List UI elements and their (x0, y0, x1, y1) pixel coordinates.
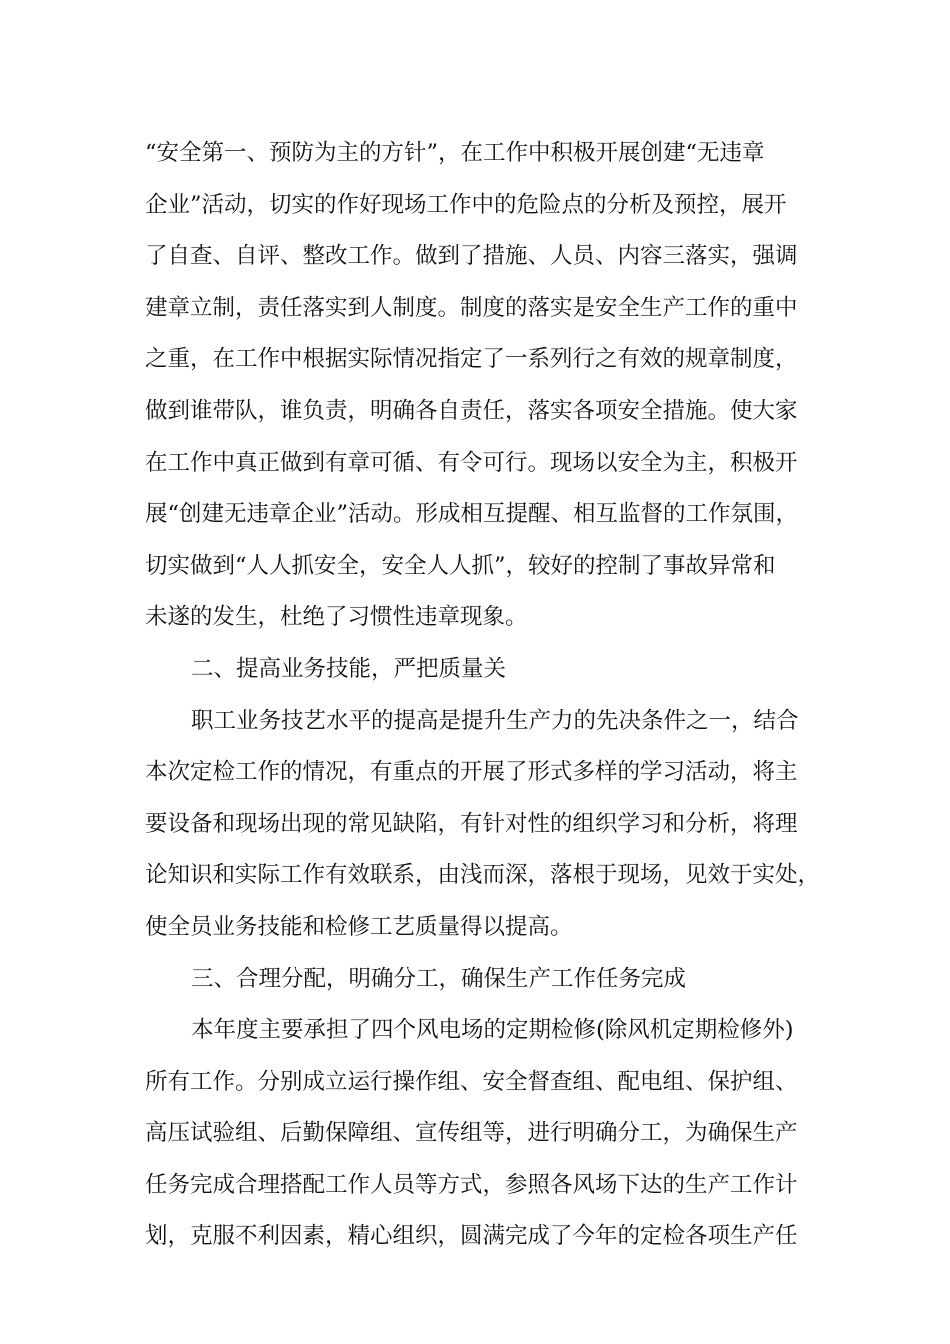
paragraph-line: 任务完成合理搭配工作人员等方式，参照各风场下达的生产工作计 (145, 1171, 798, 1198)
paragraph-line: 论知识和实际工作有效联系，由浅而深，落根于现场，见效于实处， (145, 862, 821, 889)
paragraph-line: 要设备和现场出现的常见缺陷，有针对性的组织学习和分析，将理 (145, 810, 798, 837)
paragraph-line: 所有工作。分别成立运行操作组、安全督查组、配电组、保护组、 (145, 1068, 798, 1095)
section-heading: 二、提高业务技能，严把质量关 (191, 655, 507, 682)
paragraph-line: 本次定检工作的情况，有重点的开展了形式多样的学习活动，将主 (145, 759, 798, 786)
paragraph-line: “安全第一、预防为主的方针”，在工作中积极开展创建“无违章 (145, 140, 765, 166)
paragraph-line: 划，克服不利因素，精心组织，圆满完成了今年的定检各项生产任 (145, 1223, 798, 1250)
paragraph-line: 做到谁带队，谁负责，明确各自责任，落实各项安全措施。使大家 (145, 397, 798, 424)
paragraph-line: 展“创建无违章企业”活动。形成相互提醒、相互监督的工作氛围， (145, 501, 799, 528)
paragraph-line: 未遂的发生，杜绝了习惯性违章现象。 (145, 604, 528, 631)
paragraph-line: 之重，在工作中根据实际情况指定了一系列行之有效的规章制度， (145, 346, 798, 373)
paragraph-line: 了自查、自评、整改工作。做到了措施、人员、内容三落实，强调 (145, 243, 798, 270)
paragraph-line: 在工作中真正做到有章可循、有令可行。现场以安全为主，积极开 (145, 449, 798, 476)
paragraph-line: 建章立制，责任落实到人制度。制度的落实是安全生产工作的重中 (145, 294, 798, 321)
paragraph-line: 企业”活动，切实的作好现场工作中的危险点的分析及预控，展开 (145, 191, 787, 218)
paragraph-first-line: 职工业务技艺水平的提高是提升生产力的先决条件之一，结合 (191, 707, 799, 734)
paragraph-line: 使全员业务技能和检修工艺质量得以提高。 (145, 913, 573, 940)
section-heading: 三、合理分配，明确分工，确保生产工作任务完成 (191, 965, 687, 992)
paragraph-line: 切实做到“人人抓安全，安全人人抓”，较好的控制了事故异常和 (145, 552, 776, 579)
paragraph-line: 高压试验组、后勤保障组、宣传组等，进行明确分工，为确保生产 (145, 1120, 798, 1147)
paragraph-first-line: 本年度主要承担了四个风电场的定期检修(除风机定期检修外) (191, 1017, 794, 1044)
document-body (145, 128, 825, 1263)
